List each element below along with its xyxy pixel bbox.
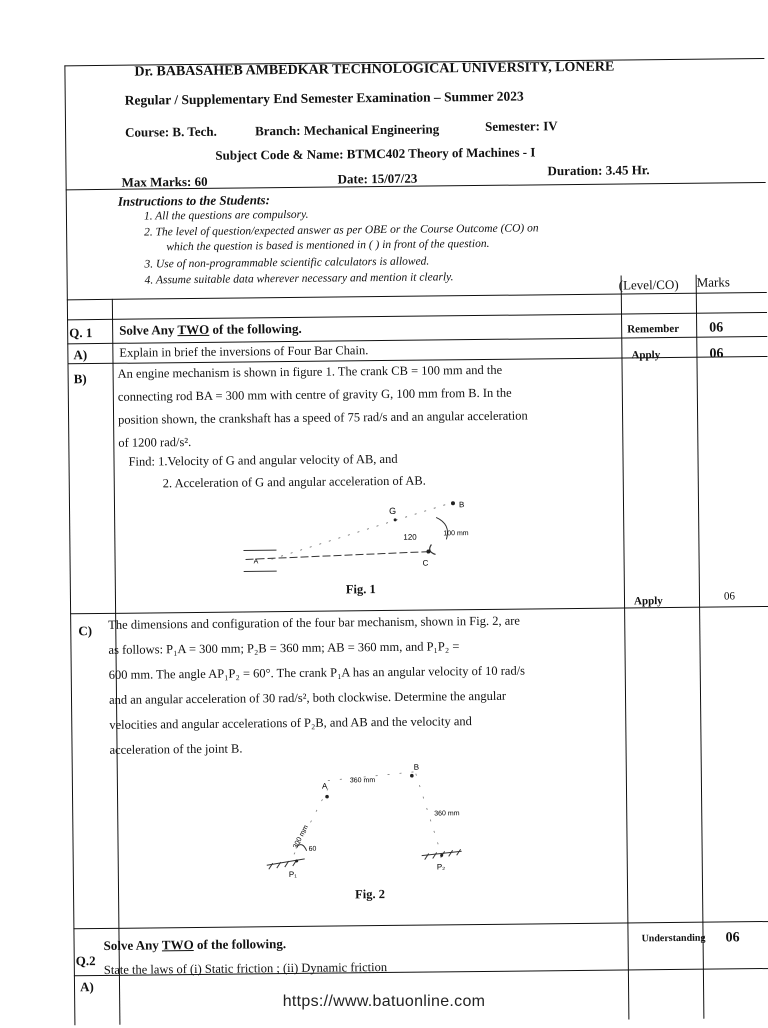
instruction-2-cont: which the question is based is mentioned in ( ) in front of the question. xyxy=(166,238,489,253)
fig1-point-b xyxy=(451,501,455,505)
university-name: Dr. BABASAHEB AMBEDKAR TECHNOLOGICAL UNIVERSITY, LONERE xyxy=(134,60,614,81)
fig1-caption: Fig. 1 xyxy=(346,582,376,597)
q2-title-underlined: TWO xyxy=(162,937,194,952)
left-border xyxy=(64,65,75,1025)
q1c-line-3: 600 mm. The angle AP₁P₂ = 60°. The crank P₁A has an angular velocity of 10 rad/s xyxy=(109,658,613,688)
q1c-line-2: as follows: P₁A = 300 mm; P₂B = 360 mm; AB = 360 mm, and P₁P₂ = xyxy=(108,633,612,663)
fig1-label-g: G xyxy=(389,506,396,516)
fig2-point-b xyxy=(410,774,414,778)
q2-level: Understanding xyxy=(641,933,705,945)
q1b-line-2: connecting rod BA = 300 mm with centre of gravity G, 100 mm from B. In the xyxy=(118,381,608,409)
q1-title-pre: Solve Any xyxy=(119,322,177,338)
q2-number: Q.2 xyxy=(76,953,96,969)
max-marks: Max Marks: 60 xyxy=(122,174,208,191)
fig1-ground-hatch xyxy=(243,550,276,571)
duration: Duration: 3.45 Hr. xyxy=(547,162,649,179)
q1-title xyxy=(119,321,302,339)
q1b-body xyxy=(117,358,608,455)
q1c-line-6: acceleration of the joint B. xyxy=(109,733,613,763)
fig1-label-b: B xyxy=(459,500,464,509)
semester: Semester: IV xyxy=(485,118,558,135)
fig2-label-ab: 360 mm xyxy=(350,777,376,784)
date: Date: 15/07/23 xyxy=(338,171,418,188)
q1-title-underlined: TWO xyxy=(177,322,209,337)
fig2-label-angle: 60 xyxy=(309,846,317,853)
q1c-rule xyxy=(73,921,768,929)
instruction-1: 1. All the questions are compulsory. xyxy=(144,209,309,223)
fig1-angle-arc xyxy=(430,544,436,554)
q1b-line-4: of 1200 rad/s². xyxy=(118,427,608,455)
fig2-label-p2: P₂ xyxy=(437,862,446,871)
q1b-marks: 06 xyxy=(709,346,723,362)
q1b-find-2: 2. Acceleration of G and angular acceleration of AB. xyxy=(163,474,426,492)
subject: Subject Code & Name: BTMC402 Theory of Machines - I xyxy=(215,144,535,163)
fig2-label-p1a: 300 mm xyxy=(292,824,310,850)
q1b-line-3: position shown, the crankshaft has a speed of 75 rad/s and an angular acceleration xyxy=(118,404,608,432)
q1-title-post: of the following. xyxy=(209,321,302,337)
q1a-label: A) xyxy=(73,347,87,363)
instruction-2: 2. The level of question/expected answer as per OBE or the Course Outcome (CO) on xyxy=(144,222,539,238)
fig1-point-g xyxy=(394,518,397,521)
marks-divider xyxy=(696,275,705,1019)
q1c-label: C) xyxy=(78,623,92,639)
level-divider xyxy=(621,276,630,1020)
fig1-connecting-rod xyxy=(271,502,454,559)
exam-title: Regular / Supplementary End Semester Examination – Summer 2023 xyxy=(125,89,524,109)
fig2-caption: Fig. 2 xyxy=(355,887,385,902)
q1c-body xyxy=(108,608,614,763)
q2-title xyxy=(104,936,287,954)
fig1-label-c: C xyxy=(423,559,429,568)
q1c-marks: 06 xyxy=(724,590,735,602)
q1b-find-1: Find: 1.Velocity of G and angular velocity of AB, and xyxy=(128,452,397,470)
fig1-label-angle: 120 xyxy=(403,533,417,542)
footer-url: https://www.batuonline.com xyxy=(0,993,768,1011)
instructions-rule xyxy=(67,292,767,300)
instruction-3: 3. Use of non-programmable scientific calculators is allowed. xyxy=(144,256,429,271)
q1-level: Remember xyxy=(627,323,679,336)
fig2-point-a xyxy=(325,795,329,799)
branch: Branch: Mechanical Engineering xyxy=(255,121,439,139)
q1c-line-1: The dimensions and configuration of the four bar mechanism, shown in Fig. 2, are xyxy=(108,608,612,638)
fig2-label-b: B xyxy=(414,763,419,772)
q1b-level: Apply xyxy=(631,349,660,361)
q1a-text: Explain in brief the inversions of Four Bar Chain. xyxy=(119,343,368,361)
fig2-label-p1: P₁ xyxy=(289,870,297,879)
fig1-label-crank: 100 mm xyxy=(443,530,469,537)
fig2-label-a: A xyxy=(322,782,328,791)
instruction-4: 4. Assume suitable data wherever necessary and mention it clearly. xyxy=(145,271,454,286)
figure-2 xyxy=(256,759,487,881)
marks-column-header: Marks xyxy=(697,274,730,290)
q1c-line-4: and an angular acceleration of 30 rad/s², both clockwise. Determine the angular xyxy=(109,683,613,713)
q1c-level: Apply xyxy=(634,595,663,607)
fig2-label-p2b: 360 mm xyxy=(434,810,460,817)
level-column-header: (Level/CO) xyxy=(619,277,679,294)
instructions-title: Instructions to the Students: xyxy=(118,192,270,210)
q2a-label: A) xyxy=(80,979,94,995)
q2-title-post: of the following. xyxy=(194,936,287,952)
q2-title-pre: Solve Any xyxy=(104,937,162,953)
q2a-text: State the laws of (i) Static friction ; (ii) Dynamic friction xyxy=(104,960,387,978)
fig1-line-of-stroke xyxy=(245,552,431,560)
q1b-line-1: An engine mechanism is shown in figure 1. The crank CB = 100 mm and the xyxy=(117,358,607,386)
q1-marks: 06 xyxy=(709,320,723,336)
q1c-line-5: velocities and angular accelerations of P₂B, and AB and the velocity and xyxy=(109,708,613,738)
fig2-ground-hatch xyxy=(267,849,462,869)
figure-1 xyxy=(231,498,532,581)
q1b-label: B) xyxy=(74,371,87,387)
q2-marks: 06 xyxy=(725,930,739,946)
table-head-rule xyxy=(67,312,767,320)
course: Course: B. Tech. xyxy=(125,124,217,141)
fig1-label-a: A xyxy=(254,558,259,565)
q1-number: Q. 1 xyxy=(69,325,92,341)
